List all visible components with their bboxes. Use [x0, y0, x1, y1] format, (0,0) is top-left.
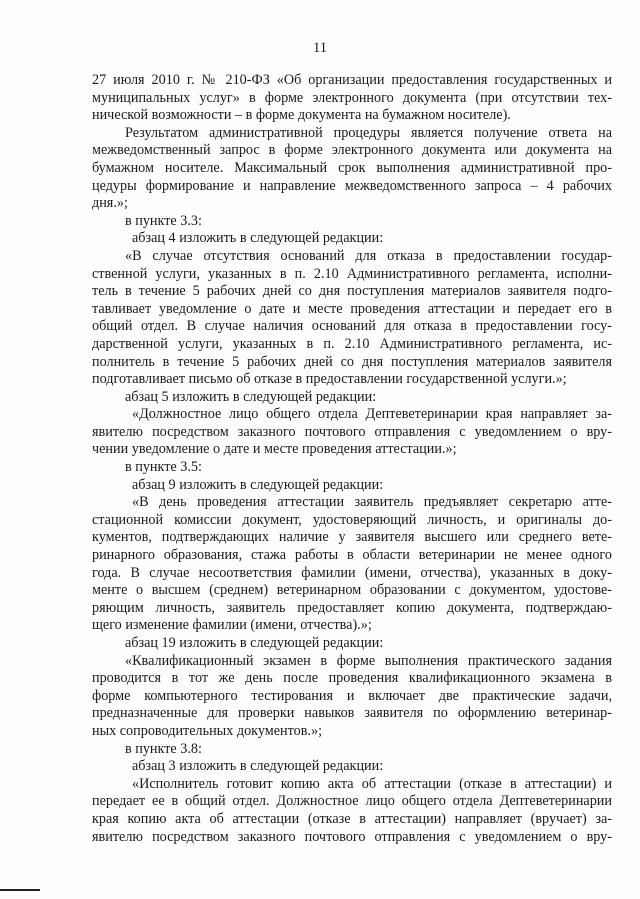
text-line: предназначенные для проверки навыков заявителя по оформлению ветеринар-: [92, 705, 612, 722]
text-line: менте о высшем (среднем) ветеринарном образовании с документом, удостове-: [92, 582, 612, 599]
text-line: передает ее в общий отдел. Должностное лицо общего отдела Дептеветеринарии: [92, 793, 612, 810]
text-line: края копию акта об аттестации (отказе в аттестации) направляет (вручает) за-: [92, 810, 612, 827]
text-line: «Должностное лицо общего отдела Дептеветеринарии края направляет за-: [132, 406, 612, 423]
text-line: «В случае отсутствия оснований для отказа в предоставлении государ-: [125, 247, 612, 264]
text-line: бумажном носителе. Максимальный срок выполнения административной про-: [92, 159, 612, 176]
text-line: «Квалификационный экзамен в форме выполнения практического задания: [125, 652, 612, 669]
text-line: нической возможности – в форме документа на бумажном носителе).: [92, 107, 511, 124]
text-line: абзац 9 изложить в следующей редакции:: [132, 476, 384, 493]
text-line: форме компьютерного тестирования и включает две практические задачи,: [92, 687, 612, 704]
text-line: дарственной услуги, указанных в п. 2.10 Административного регламента, ис-: [92, 335, 612, 352]
text-line: чении уведомление о дате и месте проведения аттестации.»;: [92, 441, 457, 458]
text-line: ственной услуги, указанных в п. 2.10 Административного регламента, исполни-: [92, 265, 612, 282]
text-line: подготавливает письмо об отказе в предоставлении государственной услуги.»;: [92, 371, 567, 388]
text-line: в пункте 3.8:: [125, 740, 202, 757]
text-line: ринарного образования, стажа работы в области ветеринарии не менее одного: [92, 547, 612, 564]
text-line: кументов, подтверждающих наличие у заявителя высшего или среднего вете-: [92, 529, 612, 546]
text-line: полнитель в течение 5 рабочих дней со дня поступления материалов заявителя: [92, 353, 612, 370]
text-line: явителю посредством заказного почтового отправления с уведомлением о вру-: [92, 423, 612, 440]
text-line: в пункте 3.5:: [125, 459, 202, 476]
text-line: стационной комиссии документ, удостоверяющий личность, и оригиналы до-: [92, 511, 612, 528]
text-line: «В день проведения аттестации заявитель предъявляет секретарю атте-: [132, 494, 612, 511]
text-line: года. В случае несоответствия фамилии (имени, отчества), указанных в доку-: [92, 564, 612, 581]
text-line: проводится в тот же день после проведения квалификационного экзамена в: [92, 670, 612, 687]
text-line: цедуры формирование и направление межведомственного запроса – 4 рабочих: [92, 177, 612, 194]
text-line: щего изменение фамилии (имени, отчества).»;: [92, 617, 372, 634]
text-line: абзац 3 изложить в следующей редакции:: [132, 758, 384, 775]
text-line: ряющим личность, заявитель предоставляет копию документа, подтверждаю-: [92, 599, 612, 616]
text-line: явителю посредством заказного почтового отправления с уведомлением о вру-: [92, 828, 612, 845]
page-number: 11: [313, 40, 327, 56]
text-line: Результатом административной процедуры является получение ответа на: [125, 124, 612, 141]
text-line: абзац 5 изложить в следующей редакции:: [125, 388, 377, 405]
text-line: общий отдел. В случае наличия оснований для отказа в предоставлении госу-: [92, 318, 612, 335]
text-line: тель в течение 5 рабочих дней со дня поступления материалов заявителя подго-: [92, 283, 612, 300]
document-body: [92, 72, 612, 846]
text-line: межведомственный запрос в форме электронного документа или документа на: [92, 142, 612, 159]
text-line: абзац 19 изложить в следующей редакции:: [125, 635, 384, 651]
text-line: тавливает уведомление о дате и месте проведения аттестации и передает его в: [92, 300, 612, 317]
text-line: в пункте 3.3:: [125, 212, 202, 229]
text-line: ных сопроводительных документов.»;: [92, 722, 323, 739]
text-line: абзац 4 изложить в следующей редакции:: [132, 230, 384, 247]
text-line: 27 июля 2010 г. № 210-ФЗ «Об организации предоставления государственных и: [92, 72, 612, 88]
text-line: муниципальных услуг» в форме электронного документа (при отсутствии тех-: [92, 89, 612, 106]
scan-edge-mark: [0, 889, 40, 891]
text-line: «Исполнитель готовит копию акта об аттестации (отказе в аттестации) и: [132, 775, 612, 792]
text-line: дня.»;: [92, 195, 128, 212]
